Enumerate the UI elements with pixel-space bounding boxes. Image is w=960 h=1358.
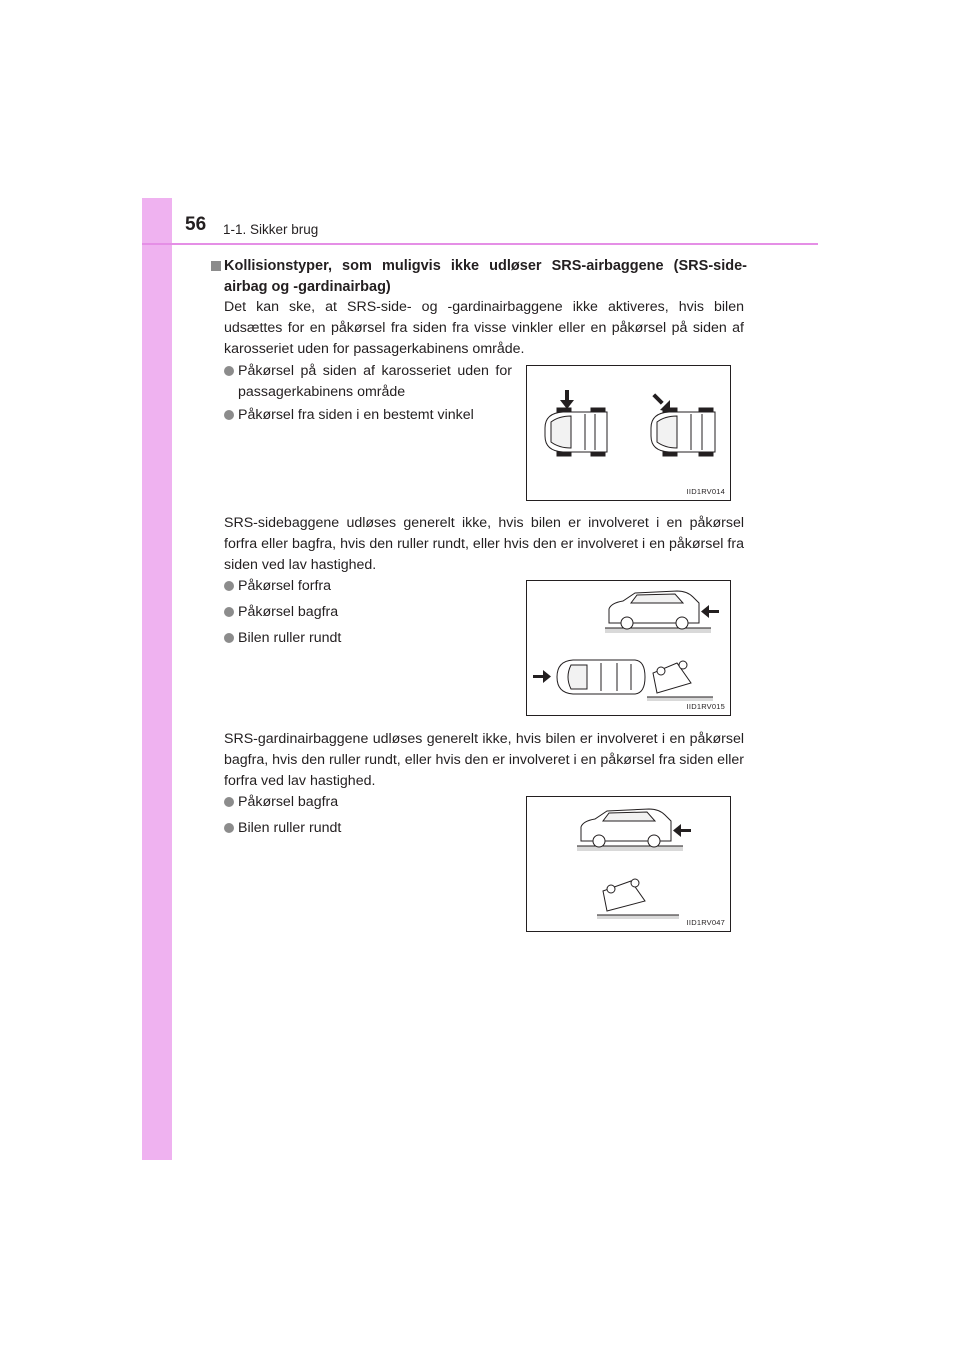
list-item: Bilen ruller rundt bbox=[224, 818, 504, 839]
round-bullet-icon bbox=[224, 410, 234, 420]
chapter-side-band bbox=[142, 198, 172, 1160]
list-item: Påkørsel bagfra bbox=[224, 602, 504, 623]
intro-paragraph: Det kan ske, at SRS-side- og -gardinairbaggene ikke aktiveres, hvis bilen udsættes for en påkørsel fra siden fra visse vinkler eller en påkørsel på siden af karosseriet uden for passagerkabinens område. bbox=[224, 299, 744, 357]
round-bullet-icon bbox=[224, 607, 234, 617]
subsection-heading bbox=[211, 256, 747, 298]
round-bullet-icon bbox=[224, 823, 234, 833]
list-item: Påkørsel bagfra bbox=[224, 792, 504, 813]
rear-rollover-illustration bbox=[527, 797, 732, 933]
round-bullet-icon bbox=[224, 581, 234, 591]
round-bullet-icon bbox=[224, 366, 234, 376]
page-number: 56 bbox=[185, 214, 207, 235]
section-title: 1-1. Sikker brug bbox=[223, 222, 319, 237]
figure-code: IID1RV014 bbox=[686, 487, 725, 496]
round-bullet-icon bbox=[224, 797, 234, 807]
figure-rear-rollover bbox=[526, 796, 731, 932]
subsection-heading-text: Kollisionstyper, som muligvis ikke udløser SRS-airbaggene (SRS-side-airbag og -gardinairbag) bbox=[224, 258, 747, 295]
list-item: Bilen ruller rundt bbox=[224, 628, 504, 649]
side-impact-illustration bbox=[527, 366, 732, 502]
round-bullet-icon bbox=[224, 633, 234, 643]
figure-front-rear-rollover bbox=[526, 580, 731, 716]
figure-code: IID1RV015 bbox=[686, 702, 725, 711]
figure-code: IID1RV047 bbox=[686, 918, 725, 927]
list-item: Påkørsel fra siden i en bestemt vinkel bbox=[224, 405, 524, 426]
figure-side-impact bbox=[526, 365, 731, 501]
list-item: Påkørsel på siden af karosseriet uden for passagerkabinens område bbox=[224, 361, 512, 403]
square-bullet-icon bbox=[211, 261, 221, 271]
curtain-airbag-paragraph: SRS-gardinairbaggene udløses generelt ikke, hvis bilen er involveret i en påkørsel bagfra, hvis den ruller rundt, eller hvis den er involveret i en påkørsel fra siden eller forfra ved lav hastighed. bbox=[224, 731, 744, 789]
front-rear-rollover-illustration bbox=[527, 581, 732, 717]
header-rule bbox=[142, 243, 818, 245]
list-item: Påkørsel forfra bbox=[224, 576, 504, 597]
side-airbag-paragraph: SRS-sidebaggene udløses generelt ikke, hvis bilen er involveret i en påkørsel forfra eller bagfra, hvis den ruller rundt, eller hvis den er involveret i en påkørsel fra siden ved lav hastighed. bbox=[224, 515, 744, 573]
